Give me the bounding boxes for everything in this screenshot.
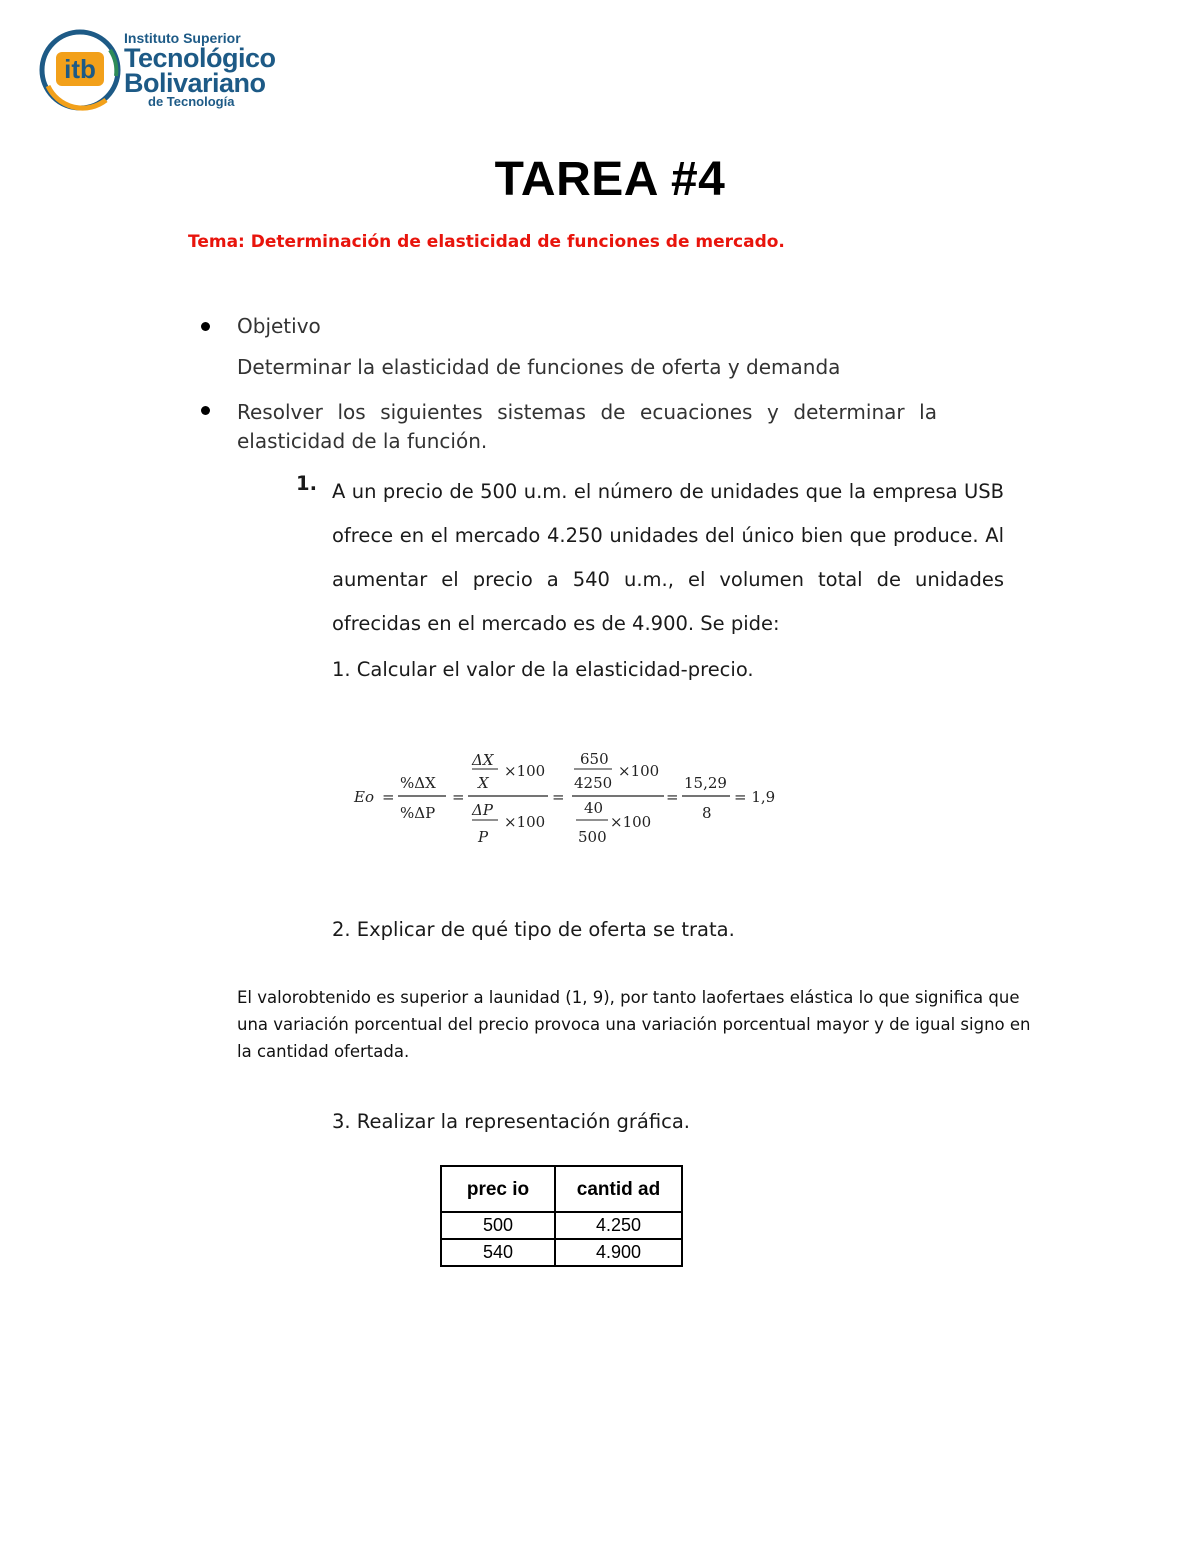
answer-paragraph: El valorobtenido es superior a launidad (1, 9), por tanto laofertaes elástica lo que significa que una variación porcentual del precio provoca una variación porcentual mayor y de igual signo en la cantidad ofertada.: [237, 988, 1031, 1061]
question-3: 3. Realizar la representación gráfica.: [332, 1110, 691, 1133]
question-1: 1. Calcular el valor de la elasticidad-precio.: [332, 658, 754, 681]
formula-times100: ×100: [504, 813, 546, 831]
bullet-dot: [201, 322, 210, 331]
elasticity-formula: [348, 740, 788, 855]
problem-number: 1.: [296, 472, 317, 495]
logo-line-4: de Tecnología: [148, 94, 235, 109]
formula-40: 40: [584, 799, 604, 817]
formula-pct-dp: %ΔP: [400, 804, 436, 822]
table-header-quantity: cantid ad: [555, 1166, 682, 1212]
logo-line-1: Instituto Superior: [124, 30, 241, 46]
bullet-dot: [201, 406, 210, 415]
document-title: TAREA #4: [494, 153, 726, 206]
table-row: [441, 1212, 682, 1239]
price-quantity-table: [440, 1165, 683, 1267]
objective-text: Determinar la elasticidad de funciones de oferta y demanda: [237, 355, 841, 379]
formula-times100: ×100: [610, 813, 652, 831]
formula-4250: 4250: [574, 774, 613, 792]
logo-line-3: Bolivariano: [124, 68, 266, 98]
logo-line-2: Tecnológico: [124, 43, 276, 73]
topic-line: Tema: Determinación de elasticidad de funciones de mercado.: [188, 232, 785, 252]
resolve-instruction: Resolver los siguientes sistemas de ecuaciones y determinar la elasticidad de la función.: [237, 400, 937, 453]
table-header-row: [441, 1166, 682, 1212]
institute-logo: [36, 26, 286, 116]
logo-mark-text: itb: [64, 54, 96, 84]
table-cell-quantity: 4.250: [555, 1212, 682, 1239]
formula-1529: 15,29: [684, 774, 727, 792]
formula-result: = 1,9: [734, 788, 776, 806]
objective-label: Objetivo: [237, 314, 321, 338]
formula-650: 650: [580, 750, 609, 768]
formula-pct-dx: %ΔX: [400, 774, 436, 792]
formula-dx: ΔX: [472, 751, 494, 769]
formula-dp: ΔP: [472, 801, 493, 819]
table-row: [441, 1239, 682, 1266]
formula-equals: =: [666, 788, 679, 806]
table-cell-quantity: 4.900: [555, 1239, 682, 1266]
formula-equals: =: [382, 788, 395, 806]
formula-equals: =: [452, 788, 465, 806]
problem-statement: A un precio de 500 u.m. el número de unidades que la empresa USB ofrece en el mercado 4.250 unidades del único bien que produce. Al aumentar el precio a 540 u.m., el volumen total de unidades ofrecidas en el mercado es de 4.900. Se pide:: [332, 480, 1004, 635]
formula-equals: =: [552, 788, 565, 806]
itb-logo-mark: [36, 26, 122, 116]
formula-lhs: Eo: [354, 788, 374, 806]
formula-p: P: [478, 828, 489, 846]
formula-8: 8: [702, 804, 712, 822]
formula-500: 500: [578, 828, 607, 846]
table-header-price: prec io: [441, 1166, 555, 1212]
formula-x: X: [478, 774, 489, 792]
question-2: 2. Explicar de qué tipo de oferta se trata.: [332, 918, 735, 941]
formula-times100: ×100: [618, 762, 660, 780]
table-cell-price: 500: [441, 1212, 555, 1239]
table-cell-price: 540: [441, 1239, 555, 1266]
formula-times100: ×100: [504, 762, 546, 780]
